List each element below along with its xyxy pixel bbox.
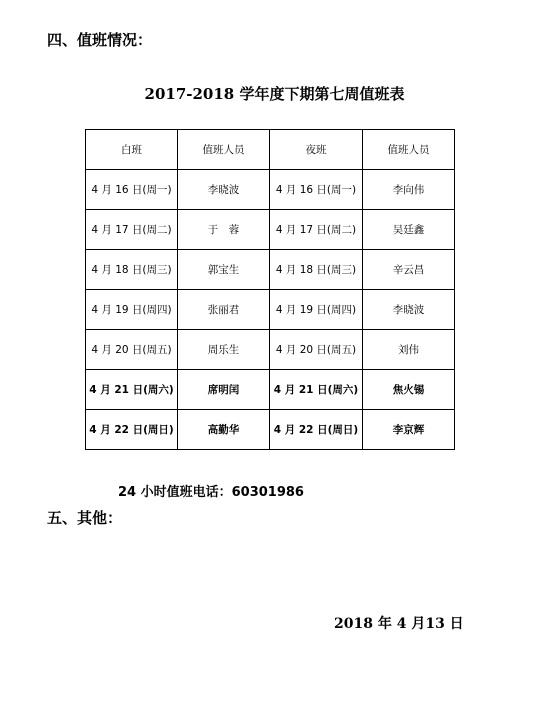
duty-table	[85, 129, 455, 450]
table-row	[86, 290, 455, 330]
night-staff: 李晓波	[363, 290, 455, 330]
day-date: 4 月 22 日(周日)	[86, 410, 178, 450]
night-date: 4 月 17 日(周二)	[270, 210, 363, 250]
night-date: 4 月 16 日(周一)	[270, 170, 363, 210]
night-date: 4 月 21 日(周六)	[270, 370, 363, 410]
header-day-shift: 白班	[86, 130, 178, 170]
table-row	[86, 170, 455, 210]
night-date: 4 月 22 日(周日)	[270, 410, 363, 450]
day-date: 4 月 18 日(周三)	[86, 250, 178, 290]
day-date: 4 月 21 日(周六)	[86, 370, 178, 410]
section-4-heading: 四、值班情况：	[47, 31, 153, 49]
header-night-shift: 夜班	[270, 130, 363, 170]
day-date: 4 月 17 日(周二)	[86, 210, 178, 250]
night-staff: 李向伟	[363, 170, 455, 210]
day-staff: 高勤华	[178, 410, 270, 450]
table-row	[86, 410, 455, 450]
night-staff: 李京辉	[363, 410, 455, 450]
night-staff: 焦火锡	[363, 370, 455, 410]
table-row	[86, 250, 455, 290]
night-date: 4 月 18 日(周三)	[270, 250, 363, 290]
day-date: 4 月 16 日(周一)	[86, 170, 178, 210]
table-row	[86, 330, 455, 370]
day-staff: 于 蓉	[178, 210, 270, 250]
day-date: 4 月 20 日(周五)	[86, 330, 178, 370]
header-day-staff: 值班人员	[178, 130, 270, 170]
night-date: 4 月 20 日(周五)	[270, 330, 363, 370]
night-staff: 辛云昌	[363, 250, 455, 290]
night-date: 4 月 19 日(周四)	[270, 290, 363, 330]
day-staff: 李晓波	[178, 170, 270, 210]
table-row	[86, 210, 455, 250]
day-staff: 席明闰	[178, 370, 270, 410]
night-staff: 刘伟	[363, 330, 455, 370]
day-date: 4 月 19 日(周四)	[86, 290, 178, 330]
day-staff: 周乐生	[178, 330, 270, 370]
table-title: 2017-2018 学年度下期第七周值班表	[144, 85, 405, 103]
document-date: 2018 年 4 月13 日	[334, 616, 464, 632]
night-staff: 吴廷鑫	[363, 210, 455, 250]
table-row	[86, 370, 455, 410]
duty-phone-line: 24 小时值班电话：60301986	[118, 485, 304, 500]
table-header-row	[86, 130, 455, 170]
section-5-heading: 五、其他：	[47, 509, 123, 527]
day-staff: 张丽君	[178, 290, 270, 330]
header-night-staff: 值班人员	[363, 130, 455, 170]
day-staff: 郭宝生	[178, 250, 270, 290]
